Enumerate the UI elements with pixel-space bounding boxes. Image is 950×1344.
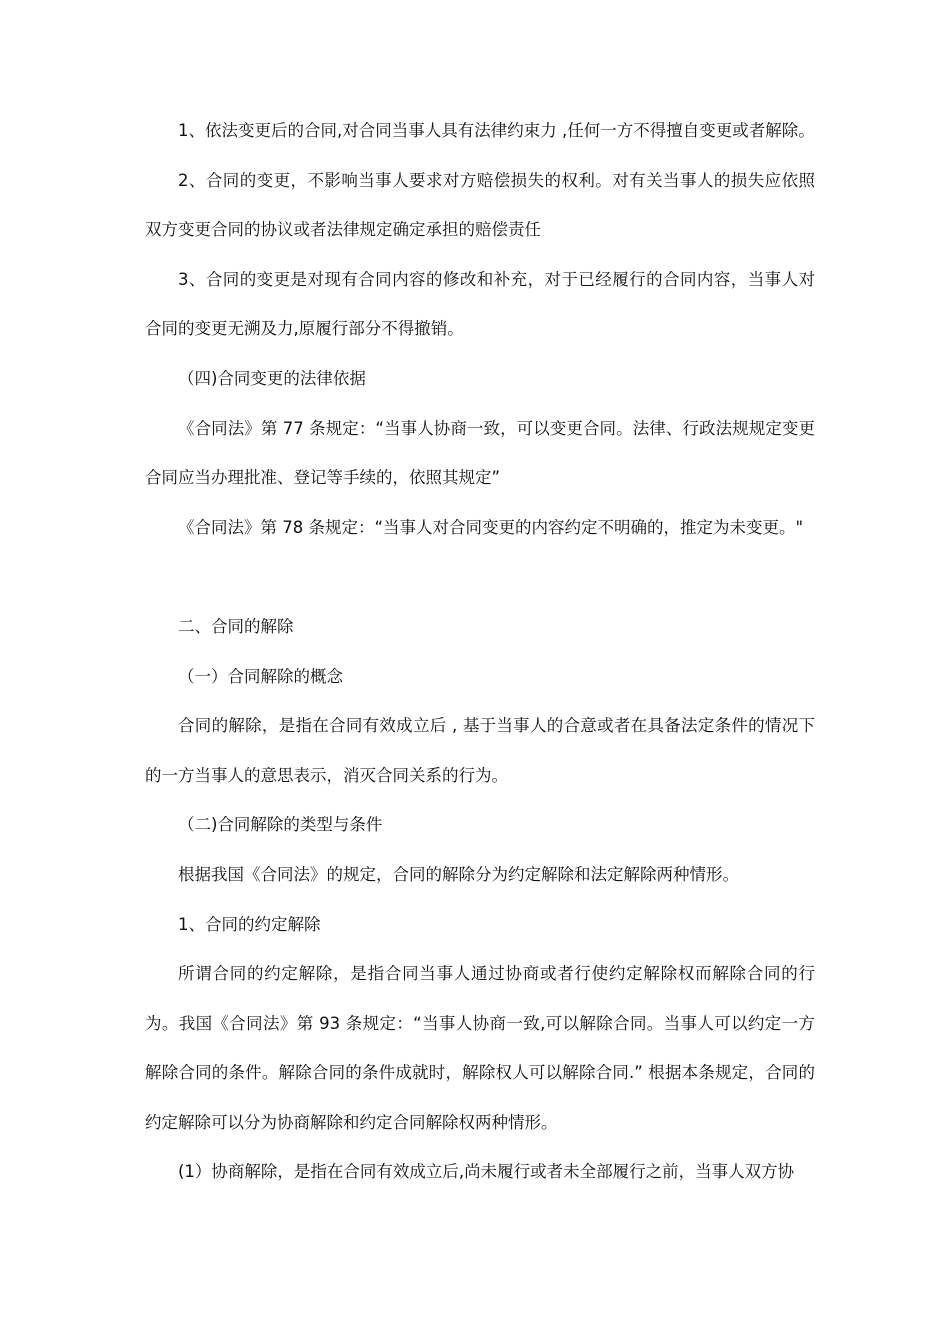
document-body (145, 106, 815, 1197)
blank-line (145, 552, 815, 602)
paragraph-modified-contract-binding: 1、依法变更后的合同,对合同当事人具有法律约束力 ,任何一方不得擅自变更或者解除。 (178, 121, 815, 140)
paragraph-modification-not-retroactive: 3、合同的变更是对现有合同内容的修改和补充，对于已经履行的合同内容，当事人对合同的变更无溯及力,原履行部分不得撤销。 (145, 269, 815, 339)
heading-termination-types: （二)合同解除的类型与条件 (178, 815, 383, 835)
heading-agreed-termination: 1、合同的约定解除 (178, 914, 321, 934)
paragraph-termination-categories: 根据我国《合同法》的规定，合同的解除分为约定解除和法定解除两种情形。 (178, 864, 739, 884)
heading-termination-concept: （一）合同解除的概念 (178, 666, 343, 686)
paragraph-article-78: 《合同法》第 78 条规定：“当事人对合同变更的内容约定不明确的，推定为未变更。" (178, 517, 804, 537)
paragraph-termination-definition: 合同的解除，是指在合同有效成立后 , 基于当事人的合意或者在具备法定条件的情况下的一方当事人的意思表示，消灭合同关系的行为。 (145, 716, 815, 785)
paragraph-article-77: 《合同法》第 77 条规定：“当事人协商一致，可以变更合同。法律、行政法规规定变更合同应当办理批准、登记等手续的，依照其规定” (145, 418, 815, 488)
paragraph-agreed-termination-definition: 所谓合同的约定解除，是指合同当事人通过协商或者行使约定解除权而解除合同的行为。我国《合同法》第 93 条规定：“当事人协商一致,可以解除合同。当事人可以约定一方解除合同的条件。解除合同的条件成就时，解除权人可以解除合同.” 根据本条规定，合同的约定解除可以分为协商解除和约定合同解除权两种情形。 (145, 964, 815, 1132)
heading-contract-termination: 二、合同的解除 (178, 616, 294, 636)
paragraph-modification-damages: 2、合同的变更，不影响当事人要求对方赔偿损失的权利。对有关当事人的损失应依照双方变更合同的协议或者法律规定确定承担的赔偿责任 (145, 170, 815, 240)
paragraph-negotiated-termination: (1）协商解除，是指在合同有效成立后,尚未履行或者未全部履行之前，当事人双方协 (178, 1162, 795, 1182)
heading-modification-legal-basis: （四)合同变更的法律依据 (178, 368, 366, 388)
